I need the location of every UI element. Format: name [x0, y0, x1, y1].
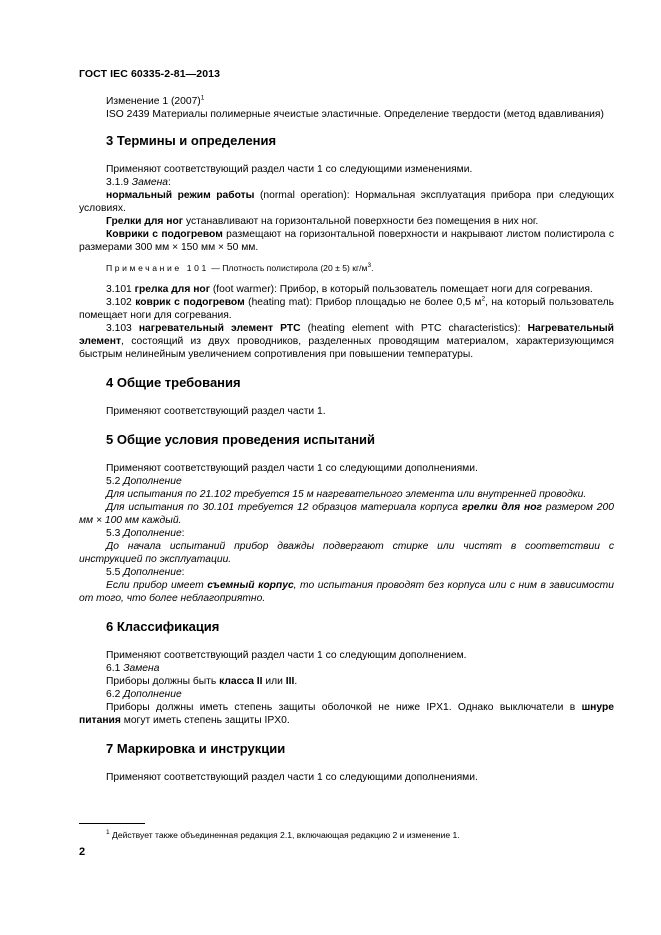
footnote-text: Действует также объединенная редакция 2.1, включающая редакцию 2 и изменение 1. — [109, 830, 460, 840]
term-bold: Коврики с подогревом — [106, 229, 223, 240]
text: Если прибор имеет — [106, 580, 208, 591]
text: Приборы должны иметь степень защиты оболочкой не ниже IPX1. Однако выключатели в — [106, 702, 582, 713]
term-bold: грелка для ног — [134, 284, 210, 295]
section-7-heading: 7 Маркировка и инструкции — [106, 741, 286, 756]
s5-intro: Применяют соответствующий раздел части 1 со следующими дополнениями. — [106, 463, 478, 474]
clause-number: 5.2 — [106, 476, 121, 487]
footnote-divider — [79, 823, 145, 824]
note-101: Примечание 101 — Плотность полистирола (20 ± 5) $кг/м^3$. — [106, 262, 374, 273]
standard-header: ГОСТ IEC 60335-2-81—2013 — [79, 68, 221, 80]
term-text: устанавливают на горизонтальной поверхности без помещения в них ног. — [183, 216, 539, 227]
s3-intro: Применяют соответствующий раздел части 1 со следующими изменениями. — [106, 164, 473, 175]
text: . — [294, 676, 298, 687]
section-4-heading: 4 Общие требования — [106, 375, 241, 390]
text: могут иметь степень защиты IPX0. — [120, 715, 290, 726]
clause-5-5-text — [79, 579, 614, 605]
clause-type: Замена — [131, 177, 169, 188]
term-bold: шнуре питания — [79, 702, 614, 726]
term-text: размещают на горизонтальной поверхности и накрывают листом полистирола с размерами 300 мм × 150 мм × 50 мм. — [79, 229, 614, 253]
term-bold: Нагревательный элемент — [79, 323, 614, 347]
clause-5-2-b — [79, 501, 614, 527]
clause-5-3-text: До начала испытаний прибор дважды подвергают стирке или чистят в соответствии с инструкцией по эксплуатации. — [79, 541, 614, 565]
clause-3-1-9: 3.1.9 Замена: — [106, 177, 171, 188]
amendment-line — [79, 95, 614, 108]
clause-5-2-a: Для испытания по 21.102 требуется 15 м нагревательного элемента или внутренней проводки. — [106, 489, 587, 500]
term-text: (foot warmer): Прибор, в который пользователь помещает ноги для согревания. — [210, 284, 593, 295]
term-text: , на который пользователь помещает ноги для согревания. — [79, 297, 614, 321]
clause-type: Замена — [123, 663, 160, 674]
clause-number: 5.3 — [106, 528, 121, 539]
amendment-text: Изменение 1 (2007) — [106, 96, 201, 107]
s6-intro: Применяют соответствующий раздел части 1 со следующим дополнением. — [106, 650, 467, 661]
clause-6-2 — [79, 688, 614, 701]
term-bold: нагревательный элемент РТС — [138, 323, 301, 334]
clause-number: 5.5 — [106, 567, 121, 578]
note-text: — Плотность полистирола (20 ± 5) кг/м — [208, 263, 368, 273]
text: Приборы должны быть — [106, 676, 220, 687]
term-bold: Грелки для ног — [106, 216, 184, 227]
term-text: , состоящий из двух проводников, разделенных проводящим материалом, характеризующимся быстрым нелинейным увеличением сопротивления при повышении температуры. — [79, 336, 614, 360]
clause-6-1 — [79, 662, 614, 675]
clause-number: 6.2 — [106, 689, 121, 700]
footnote-ref: 1 — [200, 94, 205, 102]
text: или — [262, 676, 286, 687]
iso-reference: ISO 2439 Материалы полимерные ячеистые эластичные. Определение твердости (метод вдавливания) — [106, 109, 604, 120]
note-label: Примечание 101 — [106, 263, 209, 273]
clause-5-2 — [79, 475, 614, 488]
section-3-heading: 3 Термины и определения — [106, 133, 277, 148]
clause-type: Дополнение — [123, 567, 182, 578]
page-content — [79, 95, 614, 784]
definition-3-102 — [79, 296, 614, 322]
term-bold: грелки для ног — [461, 502, 542, 513]
term-text: (heating element with PTC characteristics): — [300, 323, 528, 334]
clause-type: Дополнение — [123, 528, 182, 539]
definition-3-103 — [79, 322, 614, 361]
term-text: (heating mat): Прибор площадью не более 0,5 м — [244, 297, 482, 308]
section-5-heading: 5 Общие условия проведения испытаний — [106, 432, 376, 447]
clause-number: 3.1.9 — [106, 177, 129, 188]
page-number: 2 — [79, 846, 86, 858]
s4-intro: Применяют соответствующий раздел части 1. — [106, 406, 326, 417]
superscript: 2 — [481, 295, 486, 303]
superscript: 3 — [367, 262, 372, 270]
clause-number: 3.102 — [106, 297, 132, 308]
term-bold: съемный корпус — [207, 580, 294, 591]
footnote — [79, 830, 614, 840]
clause-5-3: 5.3 Дополнение: — [106, 528, 185, 539]
term-text: (normal operation): Нормальная эксплуатация прибора при следующих условиях. — [79, 190, 615, 214]
clause-number: 6.1 — [106, 663, 121, 674]
foot-warmers-placement — [79, 215, 614, 228]
term-bold: нормальный режим работы — [106, 190, 255, 201]
s7-intro: Применяют соответствующий раздел части 1 со следующими дополнениями. — [106, 772, 478, 783]
clause-5-5: 5.5 Дополнение: — [106, 567, 185, 578]
text: , то испытания проводят без корпуса или с ним в зависимости от того, что более неблагоприятно. — [79, 580, 614, 604]
text: Для испытания по 30.101 требуется 12 образцов материала корпуса — [106, 502, 462, 513]
definition-3-101 — [79, 283, 614, 296]
section-6-heading: 6 Классификация — [106, 619, 220, 634]
term-bold: III — [285, 676, 295, 687]
term-normal-operation — [79, 189, 614, 215]
footnote-marker: 1 — [106, 829, 110, 837]
clause-number: 3.101 — [106, 284, 132, 295]
clause-type: Дополнение — [123, 689, 182, 700]
clause-6-2-text — [79, 701, 614, 727]
text: размером 200 мм × 100 мм каждый. — [79, 502, 614, 526]
clause-number: 3.103 — [106, 323, 132, 334]
clause-type: Дополнение — [123, 476, 182, 487]
clause-6-1-text — [79, 675, 614, 688]
heating-mats-placement — [79, 228, 614, 254]
term-bold: коврик с подогревом — [135, 297, 245, 308]
term-bold: класса II — [219, 676, 263, 687]
